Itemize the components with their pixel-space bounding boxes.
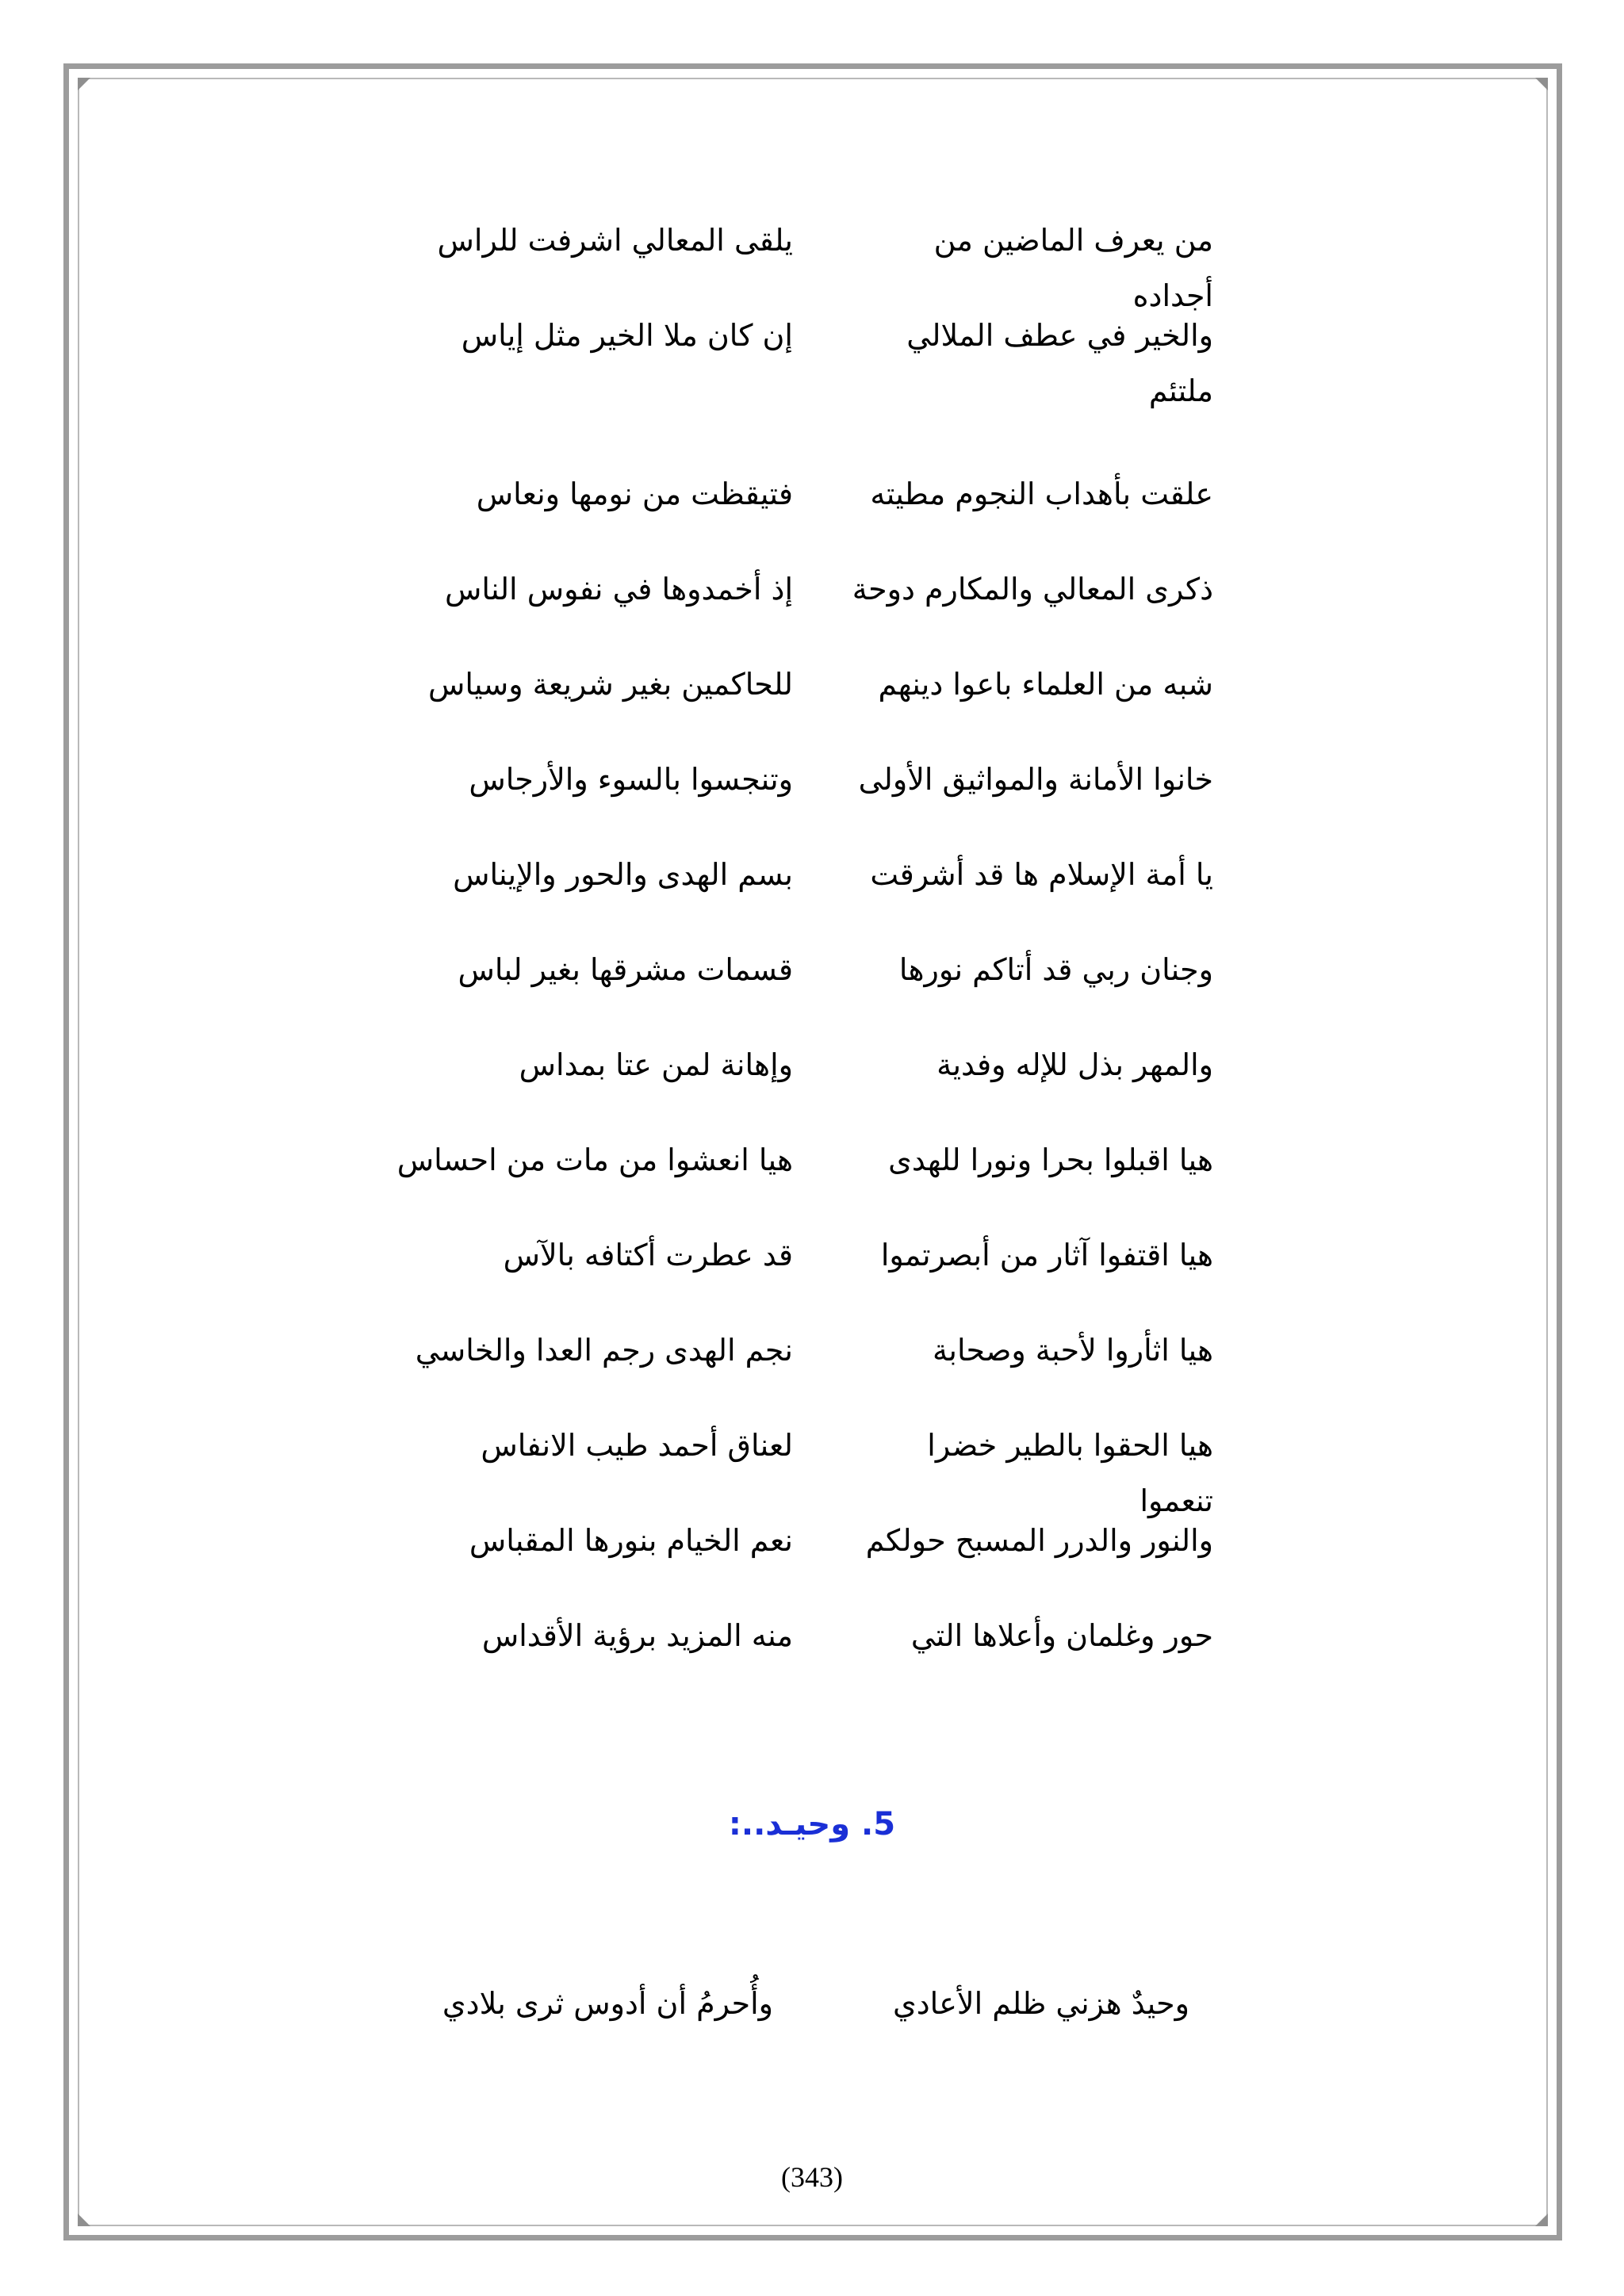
verse-line [420, 466, 1213, 561]
verse-line [396, 1132, 1213, 1227]
verse-first-hemistich: هيا اقتفوا آثار من أبصرتموا [880, 1238, 1213, 1272]
verse-line [420, 847, 1213, 942]
verse-second-hemistich: فتيقظت من نومها ونعاس [476, 476, 793, 511]
verse-first-hemistich: علقت بأهداب النجوم مطيته [870, 476, 1213, 511]
verse-first-hemistich: من يعرف الماضين من أجداده [933, 223, 1213, 313]
verse-second-hemistich: للحاكمين بغير شريعة وسياس [427, 667, 793, 702]
verse-first-hemistich: ذكرى المعالي والمكارم دوحة [852, 572, 1213, 607]
verse-second-hemistich: نعم الخيام بنورها المقباس [469, 1523, 793, 1558]
verse-line [420, 561, 1213, 656]
verse-line [420, 212, 1213, 313]
section-heading: 5. وحيـد..: [728, 1806, 896, 1843]
corner-ornament-bottom-right [1535, 2214, 1548, 2226]
verse-second-hemistich: قسمات مشرقها بغير لباس [458, 952, 793, 987]
verse-line [420, 752, 1213, 847]
verse-first-hemistich: يا أمة الإسلام ها قد أشرقت [870, 857, 1213, 892]
verse-second-hemistich: وأُحرمُ أن أدوس ثرى بلادي [442, 1986, 773, 2021]
verse-first-hemistich: وحيدٌ هزني ظلم الأعادي [892, 1986, 1189, 2021]
verse-first-hemistich: هيا اثأروا لأحبة وصحابة [933, 1333, 1213, 1368]
corner-ornament-top-left [78, 78, 90, 90]
verse-second-hemistich: إن كان ملا الخير مثل إياس [461, 318, 793, 353]
verse-second-hemistich: منه المزيد برؤية الأقداس [481, 1618, 793, 1653]
verse-second-hemistich: بسم الهدى والحور والإيناس [453, 857, 793, 892]
verse-first-hemistich: شبه من العلماء باعوا دينهم [878, 667, 1213, 702]
poem-verses [396, 212, 1213, 1703]
verse-first-hemistich: وجنان ربي قد أتاكم نورها [898, 952, 1213, 987]
verse-line [420, 308, 1213, 466]
verse-first-hemistich: والخير في عطف الملالي ملتئم [906, 318, 1213, 408]
verse-first-hemistich: هيا الحقوا بالطير خضرا تنعموا [927, 1428, 1213, 1518]
verse-line [420, 1037, 1213, 1132]
verse-second-hemistich: قد عطرت أكتافه بالآس [503, 1238, 793, 1272]
verse-first-hemistich: هيا اقبلوا بحرا ونورا للهدى [888, 1142, 1213, 1177]
verse-line [420, 1418, 1213, 1518]
verse-first-hemistich: والمهر بذل للإله وفدية [936, 1047, 1213, 1082]
verse-first-hemistich: والنور والدرر المسبح حولكم [865, 1523, 1213, 1558]
verse-second-hemistich: نجم الهدى رجم العدا والخاسي [415, 1333, 793, 1368]
verse-first-hemistich: خانوا الأمانة والمواثيق الأولى [858, 762, 1213, 797]
poem2-verse-line [444, 1976, 1189, 2039]
corner-ornament-top-right [1535, 78, 1548, 90]
page-number: (343) [781, 2161, 843, 2193]
verse-first-hemistich: حور وغلمان وأعلاها التي [910, 1618, 1213, 1653]
verse-second-hemistich: هيا انعشوا من مات من احساس [396, 1142, 793, 1177]
verse-second-hemistich: لعناق أحمد طيب الانفاس [481, 1428, 793, 1463]
verse-line [420, 942, 1213, 1037]
verse-line [420, 1608, 1213, 1703]
verse-line [420, 1513, 1213, 1608]
corner-ornament-bottom-left [78, 2214, 90, 2226]
verse-line [420, 656, 1213, 752]
verse-second-hemistich: وتنجسوا بالسوء والأرجاس [469, 762, 793, 797]
verse-second-hemistich: يلقى المعالي اشرفت للراس [437, 223, 793, 258]
verse-second-hemistich: إذ أخمدوها في نفوس الناس [445, 572, 793, 607]
verse-second-hemistich: وإهانة لمن عتا بمداس [519, 1047, 793, 1082]
verse-line [420, 1227, 1213, 1322]
verse-line [415, 1322, 1213, 1418]
